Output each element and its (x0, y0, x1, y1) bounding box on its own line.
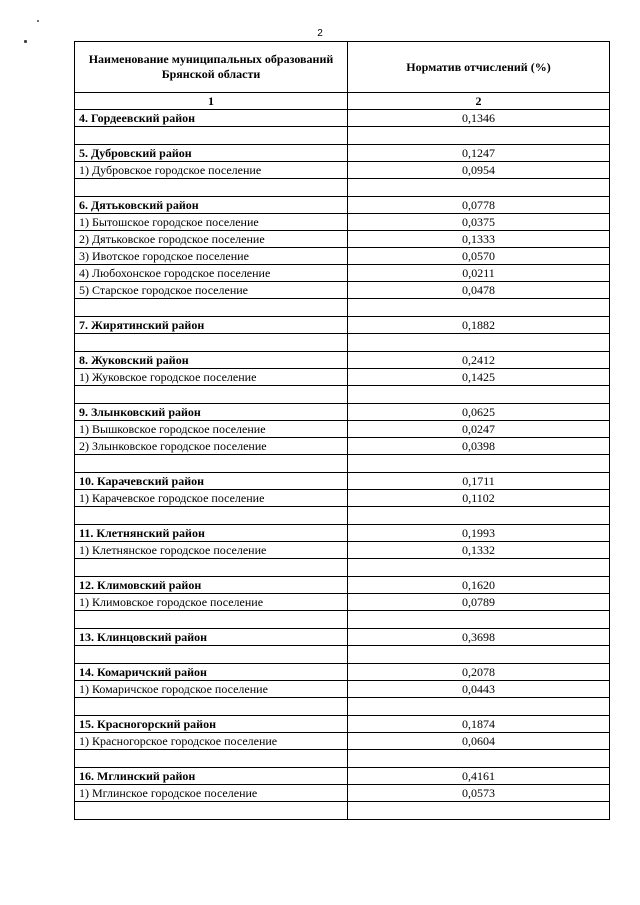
settlement-row (75, 490, 610, 507)
empty-cell (75, 299, 348, 317)
spacer-row (75, 334, 610, 352)
row-value: 0,1711 (348, 473, 610, 490)
settlement-row (75, 438, 610, 455)
row-name: 1) Бытошское городское поселение (75, 214, 348, 231)
empty-cell (75, 698, 348, 716)
row-name: 4) Любохонское городское поселение (75, 265, 348, 282)
empty-cell (75, 646, 348, 664)
row-name: 1) Жуковское городское поселение (75, 369, 348, 386)
empty-cell (348, 646, 610, 664)
spacer-row (75, 802, 610, 820)
empty-cell (75, 127, 348, 145)
table-body (75, 110, 610, 820)
row-value: 0,0247 (348, 421, 610, 438)
empty-cell (348, 802, 610, 820)
empty-cell (75, 802, 348, 820)
empty-cell (348, 611, 610, 629)
row-name: 9. Злынковский район (75, 404, 348, 421)
settlement-row (75, 248, 610, 265)
settlement-row (75, 231, 610, 248)
row-value: 0,1882 (348, 317, 610, 334)
row-name: 1) Карачевское городское поселение (75, 490, 348, 507)
row-name: 6. Дятьковский район (75, 197, 348, 214)
row-value: 0,0778 (348, 197, 610, 214)
district-row (75, 768, 610, 785)
row-value: 0,0570 (348, 248, 610, 265)
scan-speck (24, 40, 27, 43)
row-value: 0,0954 (348, 162, 610, 179)
settlement-row (75, 785, 610, 802)
header-col-municipality: Наименование муниципальных образований Брянской области (75, 42, 348, 93)
district-row (75, 664, 610, 681)
row-value: 0,1102 (348, 490, 610, 507)
spacer-row (75, 698, 610, 716)
page-number: 2 (317, 28, 323, 39)
empty-cell (75, 334, 348, 352)
spacer-row (75, 646, 610, 664)
row-value: 0,4161 (348, 768, 610, 785)
empty-cell (348, 455, 610, 473)
spacer-row (75, 299, 610, 317)
empty-cell (348, 127, 610, 145)
district-row (75, 404, 610, 421)
row-value: 0,1247 (348, 145, 610, 162)
row-value: 0,1333 (348, 231, 610, 248)
district-row (75, 110, 610, 127)
row-value: 0,0625 (348, 404, 610, 421)
index-col-1: 1 (75, 93, 348, 110)
settlement-row (75, 594, 610, 611)
district-row (75, 197, 610, 214)
district-row (75, 525, 610, 542)
row-value: 0,2412 (348, 352, 610, 369)
spacer-row (75, 179, 610, 197)
empty-cell (75, 386, 348, 404)
settlement-row (75, 265, 610, 282)
row-value: 0,1425 (348, 369, 610, 386)
empty-cell (348, 386, 610, 404)
empty-cell (348, 750, 610, 768)
row-name: 15. Красногорский район (75, 716, 348, 733)
spacer-row (75, 611, 610, 629)
empty-cell (75, 750, 348, 768)
settlement-row (75, 162, 610, 179)
row-name: 8. Жуковский район (75, 352, 348, 369)
row-value: 0,3698 (348, 629, 610, 646)
district-row (75, 629, 610, 646)
spacer-row (75, 559, 610, 577)
spacer-row (75, 507, 610, 525)
district-row (75, 317, 610, 334)
row-name: 2) Дятьковское городское поселение (75, 231, 348, 248)
header-col-rate: Норматив отчислений (%) (348, 42, 610, 93)
row-name: 2) Злынковское городское поселение (75, 438, 348, 455)
row-name: 1) Дубровское городское поселение (75, 162, 348, 179)
index-row (75, 93, 610, 110)
empty-cell (348, 698, 610, 716)
row-name: 10. Карачевский район (75, 473, 348, 490)
empty-cell (75, 179, 348, 197)
row-name: 1) Красногорское городское поселение (75, 733, 348, 750)
empty-cell (75, 611, 348, 629)
row-name: 7. Жирятинский район (75, 317, 348, 334)
empty-cell (348, 507, 610, 525)
row-name: 13. Клинцовский район (75, 629, 348, 646)
row-value: 0,1993 (348, 525, 610, 542)
row-value: 0,0443 (348, 681, 610, 698)
row-value: 0,0398 (348, 438, 610, 455)
district-row (75, 473, 610, 490)
scan-speck (37, 20, 39, 22)
index-col-2: 2 (348, 93, 610, 110)
empty-cell (348, 179, 610, 197)
empty-cell (348, 559, 610, 577)
spacer-row (75, 455, 610, 473)
row-name: 5) Старское городское поселение (75, 282, 348, 299)
row-name: 14. Комаричский район (75, 664, 348, 681)
row-value: 0,0478 (348, 282, 610, 299)
row-name: 1) Комаричское городское поселение (75, 681, 348, 698)
row-value: 0,0604 (348, 733, 610, 750)
settlement-row (75, 214, 610, 231)
row-name: 12. Климовский район (75, 577, 348, 594)
district-row (75, 716, 610, 733)
spacer-row (75, 386, 610, 404)
row-name: 16. Мглинский район (75, 768, 348, 785)
empty-cell (348, 334, 610, 352)
district-row (75, 145, 610, 162)
row-value: 0,0211 (348, 265, 610, 282)
empty-cell (348, 299, 610, 317)
district-row (75, 352, 610, 369)
spacer-row (75, 127, 610, 145)
row-value: 0,2078 (348, 664, 610, 681)
row-name: 3) Ивотское городское поселение (75, 248, 348, 265)
row-value: 0,1874 (348, 716, 610, 733)
row-name: 5. Дубровский район (75, 145, 348, 162)
row-value: 0,0573 (348, 785, 610, 802)
allocation-table (74, 41, 610, 820)
row-value: 0,1332 (348, 542, 610, 559)
empty-cell (75, 455, 348, 473)
row-name: 4. Гордеевский район (75, 110, 348, 127)
row-name: 1) Клетнянское городское поселение (75, 542, 348, 559)
settlement-row (75, 282, 610, 299)
row-name: 1) Климовское городское поселение (75, 594, 348, 611)
row-value: 0,1620 (348, 577, 610, 594)
row-value: 0,0375 (348, 214, 610, 231)
row-name: 1) Мглинское городское поселение (75, 785, 348, 802)
row-name: 11. Клетнянский район (75, 525, 348, 542)
district-row (75, 577, 610, 594)
settlement-row (75, 733, 610, 750)
empty-cell (75, 507, 348, 525)
settlement-row (75, 542, 610, 559)
row-value: 0,0789 (348, 594, 610, 611)
header-row (75, 42, 610, 93)
empty-cell (75, 559, 348, 577)
settlement-row (75, 369, 610, 386)
row-value: 0,1346 (348, 110, 610, 127)
settlement-row (75, 681, 610, 698)
row-name: 1) Вышковское городское поселение (75, 421, 348, 438)
settlement-row (75, 421, 610, 438)
spacer-row (75, 750, 610, 768)
